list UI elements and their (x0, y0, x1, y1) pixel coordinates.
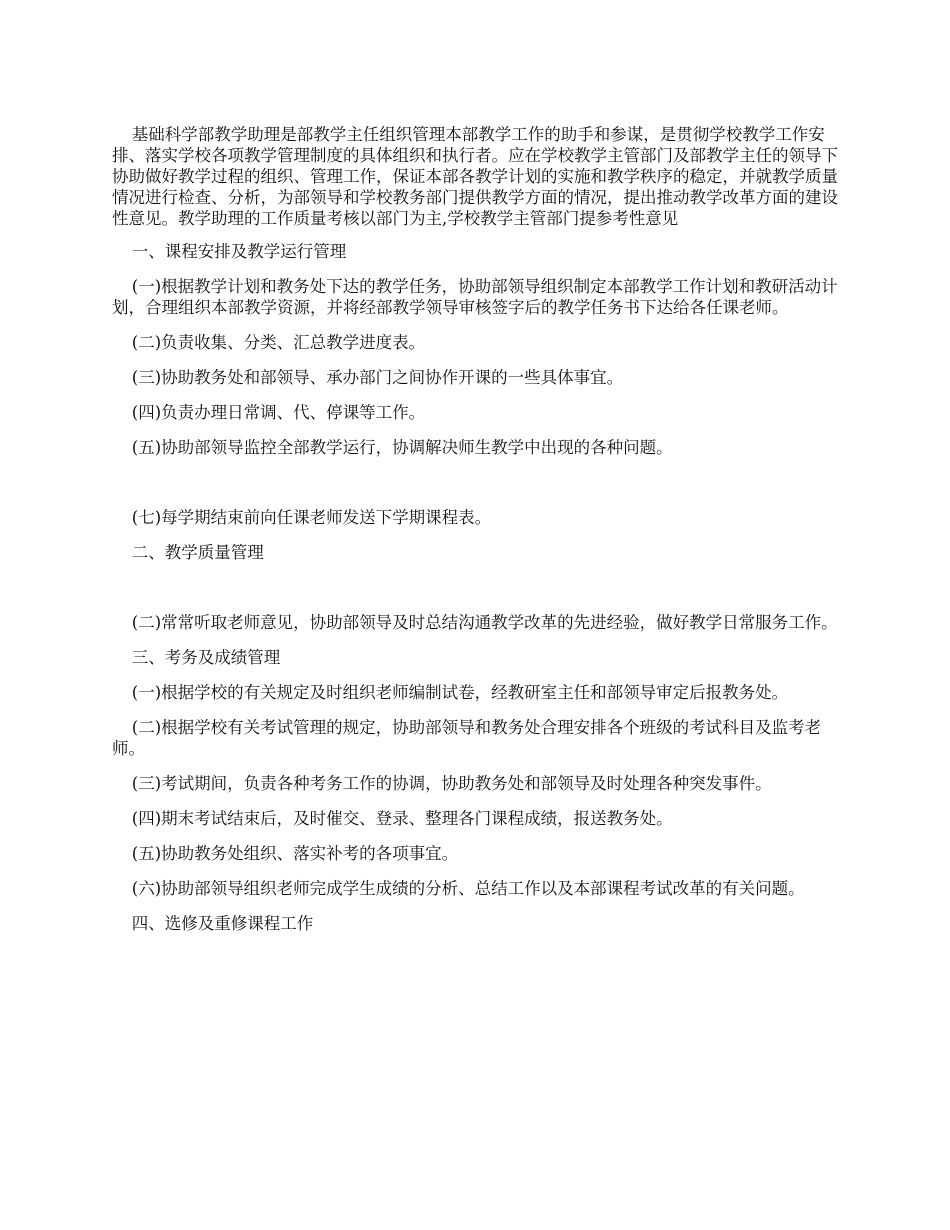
section1-item-2: (二)负责收集、分类、汇总教学进度表。 (131, 333, 426, 352)
section3-item-1: (一)根据学校的有关规定及时组织老师编制试卷，经教研室主任和部领导审定后报教务处。 (131, 683, 789, 702)
section-heading-3: 三、考务及成绩管理 (131, 648, 281, 667)
intro-paragraph: 基础科学部教学助理是部教学主任组织管理本部教学工作的助手和参谋，是贯彻学校教学工作安排、落实学校各项教学管理制度的具体组织和执行者。应在学校教学主管部门及部教学主任的领导下协助做好教学过程的组织、管理工作，保证本部各教学计划的实施和教学秩序的稳定，并就教学质量情况进行检查、分析，为部领导和学校教务部门提供教学方面的情况，提出推动教学改革方面的建设性意见。教学助理的工作质量考核以部门为主,学校教学主管部门提参考性意见 (112, 125, 838, 228)
section1-item-3: (三)协助教务处和部领导、承办部门之间协作开课的一些具体事宜。 (131, 368, 624, 387)
section1-item-4: (四)负责办理日常调、代、停课等工作。 (131, 403, 426, 422)
section1-item-1: (一)根据教学计划和教务处下达的教学任务，协助部领导组织制定本部教学工作计划和教研活动计划，合理组织本部教学资源，并将经部教学领导审核签字后的教学任务书下达给各任课老师。 (112, 277, 838, 317)
section2-item-2: (二)常常听取老师意见，协助部领导及时总结沟通教学改革的先进经验，做好教学日常服务工作。 (131, 613, 838, 632)
section1-item-7: (七)每学期结束前向任课老师发送下学期课程表。 (131, 508, 492, 527)
section1-item-5: (五)协助部领导监控全部教学运行，协调解决师生教学中出现的各种问题。 (131, 438, 673, 457)
section3-item-5: (五)协助教务处组织、落实补考的各项事宜。 (131, 844, 459, 863)
section-heading-4: 四、选修及重修课程工作 (131, 914, 314, 933)
section3-item-3: (三)考试期间，负责各种考务工作的协调，协助教务处和部领导及时处理各种突发事件。 (131, 774, 772, 793)
document-page (112, 124, 840, 948)
section-heading-2: 二、教学质量管理 (131, 543, 264, 562)
section3-item-4: (四)期末考试结束后，及时催交、登录、整理各门课程成绩，报送教务处。 (131, 809, 673, 828)
section3-item-2: (二)根据学校有关考试管理的规定，协助部领导和教务处合理安排各个班级的考试科目及监考老师。 (112, 718, 822, 758)
blank-gap (112, 472, 840, 507)
section-heading-1: 一、课程安排及教学运行管理 (131, 242, 347, 261)
blank-gap (112, 577, 840, 612)
section3-item-6: (六)协助部领导组织老师完成学生成绩的分析、总结工作以及本部课程考试改革的有关问题。 (131, 879, 805, 898)
